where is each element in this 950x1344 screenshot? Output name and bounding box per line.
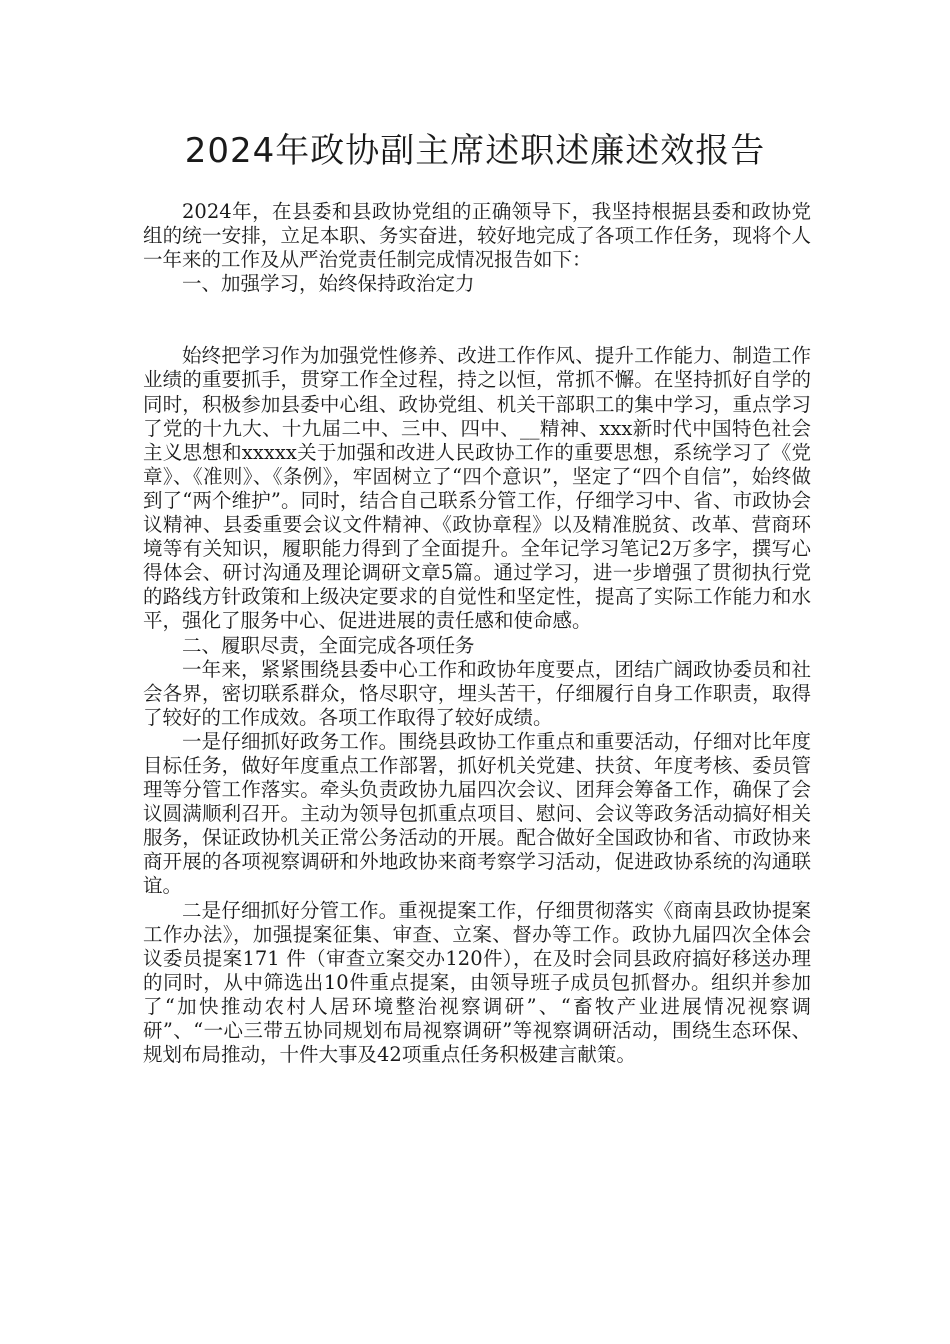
section-heading-1: 一、加强学习，始终保持政治定力	[182, 272, 475, 296]
section-heading-2: 二、履职尽责，全面完成各项任务	[182, 633, 475, 657]
section1-paragraph: 始终把学习作为加强党性修养、改进工作作风、提升工作能力、制造工作业绩的重要抓手，贯穿工作全过程，持之以恒，常抓不懈。在坚持抓好自学的同时，积极参加县委中心组、政协党组、机关干部职工的集中学习，重点学习了党的十九大、十九届二中、三中、四中、__精神、xxx新时代中国特色社会主义思想和xxxxx关于加强和改进人民政协工作的重要思想，系统学习了《党章》、《准则》、《条例》，牢固树立了“四个意识”，坚定了“四个自信”，始终做到了“两个维护”。同时，结合自己联系分管工作，仔细学习中、省、市政协会议精神、县委重要会议文件精神、《政协章程》以及精准脱贫、改革、营商环境等有关知识，履职能力得到了全面提升。全年记学习笔记2万多字，撰写心得体会、研讨沟通及理论调研文章5篇。通过学习，进一步增强了贯彻执行党的路线方针政策和上级决定要求的自觉性和坚定性，提高了实际工作能力和水平，强化了服务中心、促进进展的责任感和使命感。	[143, 344, 811, 633]
section2-intro-paragraph: 一年来，紧紧围绕县委中心工作和政协年度要点，团结广阔政协委员和社会各界，密切联系群众，恪尽职守，埋头苦干，仔细履行自身工作职责，取得了较好的工作成效。各项工作取得了较好成绩。	[143, 657, 811, 729]
document-body	[143, 200, 811, 1067]
intro-paragraph: 2024年，在县委和县政协党组的正确领导下，我坚持根据县委和政协党组的统一安排，立足本职、务实奋进，较好地完成了各项工作任务，现将个人一年来的工作及从严治党责任制完成情况报告如下：	[143, 200, 811, 272]
document-title: 2024年政协副主席述职述廉述效报告	[184, 131, 766, 171]
section2-item2-paragraph: 二是仔细抓好分管工作。重视提案工作，仔细贯彻落实《商南县政协提案工作办法》，加强提案征集、审查、立案、督办等工作。政协九届四次全体会议委员提案171 件（审查立案交办120件），在及时会同县政府搞好移送办理的同时，从中筛选出10件重点提案，由领导班子成员包抓督办。组织并参加了“加快推动农村人居环境整治视察调研”、“畜牧产业进展情况视察调研”、“一心三带五协同规划布局视察调研”等视察调研活动，围绕生态环保、规划布局推动，十件大事及42项重点任务积极建言献策。	[143, 898, 811, 1067]
section2-item1-paragraph: 一是仔细抓好政务工作。围绕县政协工作重点和重要活动，仔细对比年度目标任务，做好年度重点工作部署，抓好机关党建、扶贫、年度考核、委员管理等分管工作落实。牵头负责政协九届四次会议、团拜会筹备工作，确保了会议圆满顺利召开。主动为领导包抓重点项目、慰问、会议等政务活动搞好相关服务，保证政协机关正常公务活动的开展。配合做好全国政协和省、市政协来商开展的各项视察调研和外地政协来商考察学习活动，促进政协系统的沟通联谊。	[143, 729, 811, 898]
paragraph-spacer	[143, 296, 811, 344]
